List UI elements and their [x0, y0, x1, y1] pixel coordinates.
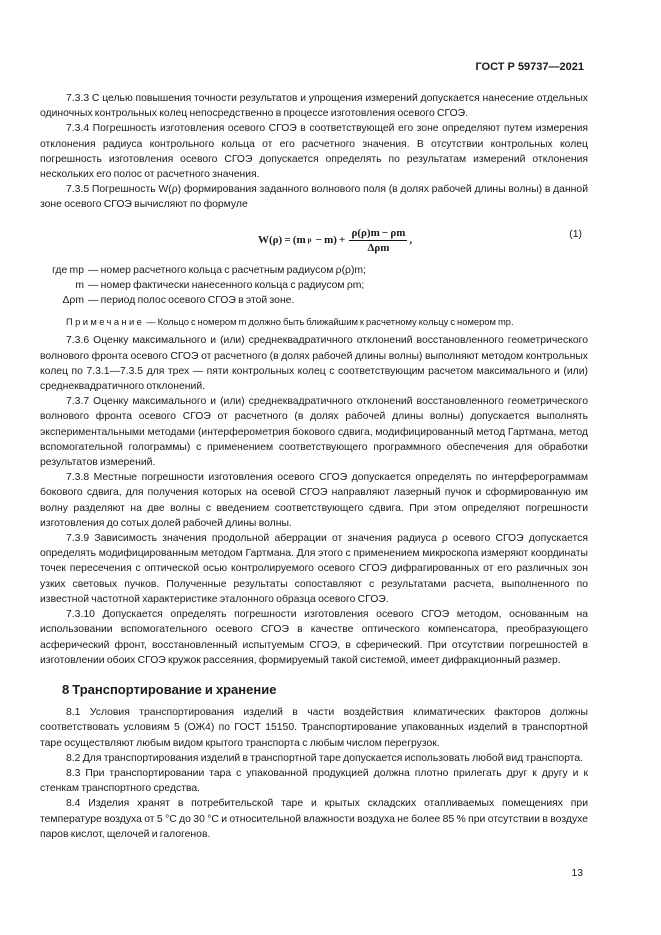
- formula-lhs-sub: p: [307, 236, 312, 245]
- paragraph-7-3-8: 7.3.8 Местные погрешности изготовления осевого СГОЭ допускается определять по интерферограммам бокового сдвига, для получения которых на осевой СГОЭ направляют лазерный пучок и сформированную им волну разделяют на две волны с введением соответствующего сдвига. При этом определяют погрешности изготовления до сотых долей рабочей длины волны.: [40, 472, 588, 529]
- paragraph-8-1: 8.1 Условия транспортирования изделий в части воздействия климатических факторов должны соответствовать условиям 5 (ОЖ4) по ГОСТ 15150. Транспортирование упакованных изделий в транспортной таре осуществляют любым видом крытого транспорта с любым числом перегрузок.: [40, 707, 588, 749]
- legend-symbol: где mp: [52, 264, 84, 276]
- formula-denominator: Δρm: [367, 241, 390, 254]
- formula-number: (1): [569, 228, 582, 240]
- formula-legend: [40, 263, 588, 309]
- page-body: [40, 91, 588, 881]
- legend-row: [40, 293, 588, 308]
- legend-text: — номер фактически нанесенного кольца с радиусом ρm;: [88, 279, 365, 291]
- note-text: — Кольцо с номером m должно быть ближайшим к расчетному кольцу с номером mp.: [146, 316, 514, 328]
- legend-symbol: Δρm: [62, 295, 84, 307]
- paragraph-7-3-3: 7.3.3 С целью повышения точности результатов и упрощения измерений допускается нанесение отдельных одиночных контрольных колец непосредственно в процессе изготовления осевого СГОЭ.: [40, 93, 588, 120]
- legend-text: — номер расчетного кольца с расчетным радиусом ρ(ρ)m;: [88, 264, 366, 276]
- section-heading: 8 Транспортирование и хранение: [62, 681, 277, 697]
- page-number: 13: [571, 867, 583, 879]
- formula-tail: ,: [409, 234, 413, 247]
- paragraph-8-3: 8.3 При транспортировании тара с упакованной продукцией должна плотно прилегать друг к другу и к стенкам транспортного средства.: [40, 767, 588, 795]
- note: [66, 314, 588, 329]
- formula-1: [40, 223, 588, 263]
- legend-row: [40, 278, 588, 293]
- paragraph-8-2: 8.2 Для транспортирования изделий в транспортной таре допускается использовать любой вид транспорта.: [66, 752, 583, 764]
- note-label: Примечание: [66, 316, 145, 328]
- document-header-id: ГОСТ Р 59737—2021: [475, 61, 584, 73]
- formula-mid: − m) +: [313, 234, 348, 247]
- paragraph-7-3-6: 7.3.6 Оценку максимального и (или) среднеквадратичного отклонений восстановленного геометрического волнового фронта осевого СГОЭ от расчетного (в долях рабочей длины волны) выполняют методом контрольных колец по 7.3.1—7.3.5 для трех — пяти контрольных колец с соответствующим расчетом максимального и (или) среднеквадратичного отклонений.: [40, 335, 588, 393]
- formula-lhs: W(ρ) = (m: [258, 234, 306, 247]
- paragraph-7-3-10: 7.3.10 Допускается определять погрешности изготовления осевого СГОЭ методом, основанным на использовании вспомогательного осевого СГОЭ в качестве оптического компенсатора, преобразующего асферический фронт, восстановленный испытуемым СГОЭ, в сферический. При отсутствии погрешностей в изготовлении обоих СГОЭ кружок рассеяния, формируемый такой системой, имеет дифракционный размер.: [40, 609, 588, 666]
- paragraph-7-3-7: 7.3.7 Оценку максимального и (или) среднеквадратичного отклонений восстановленного геометрического волнового фронта осевого СГОЭ от расчетного (в долях рабочей длины волны) допускается выполнять экспериментальными методами (интерферометрия бокового сдвига, модифицированный метод Гартмана, метод вспомогательной голограммы) с применением соответствующего программного обеспечения для обработки результатов измерений.: [40, 396, 588, 469]
- legend-text: — период полос осевого СГОЭ в этой зоне.: [88, 295, 295, 307]
- formula-numerator: ρ(ρ)m − ρm: [351, 226, 406, 239]
- legend-symbol: m: [75, 279, 84, 291]
- paragraph-7-3-9: 7.3.9 Зависимость значения продольной аберрации от значения радиуса ρ осевого СГОЭ допускается определять модифицированным методом Гартмана. Для этого с применением микроскопа измеряют координаты точек пересечения с оптической осью контролируемого осевого СГОЭ дифрагированных от его различных зон узких световых пучков. Полученные результаты сопоставляют с результатами расчета, выполненного по известной частотной характеристике эталонного образца осевого СГОЭ.: [40, 533, 588, 605]
- paragraph-7-3-5: 7.3.5 Погрешность W(ρ) формирования заданного волнового поля (в долях рабочей длины волны) в данной зоне осевого СГОЭ вычисляют по формуле: [40, 184, 588, 211]
- formula-fraction: [349, 227, 407, 255]
- paragraph-7-3-4: 7.3.4 Погрешность изготовления осевого СГОЭ в соответствующей его зоне определяют путем измерения отклонения радиуса контрольного кольца от его расчетного значения. В отсутствии контрольных колец погрешность изготовления осевого СГОЭ допускается определять по результатам измерений отклонения нескольких его полос от расчетного значения.: [40, 123, 588, 181]
- paragraph-8-4: 8.4 Изделия хранят в потребительской таре и крытых складских отапливаемых помещениях при температуре воздуха от 5 °С до 30 °С и относительной влажности воздуха не более 85 % при отсутствии в воздухе паров кислот, щелочей и галогенов.: [40, 798, 588, 840]
- legend-row: [40, 263, 588, 278]
